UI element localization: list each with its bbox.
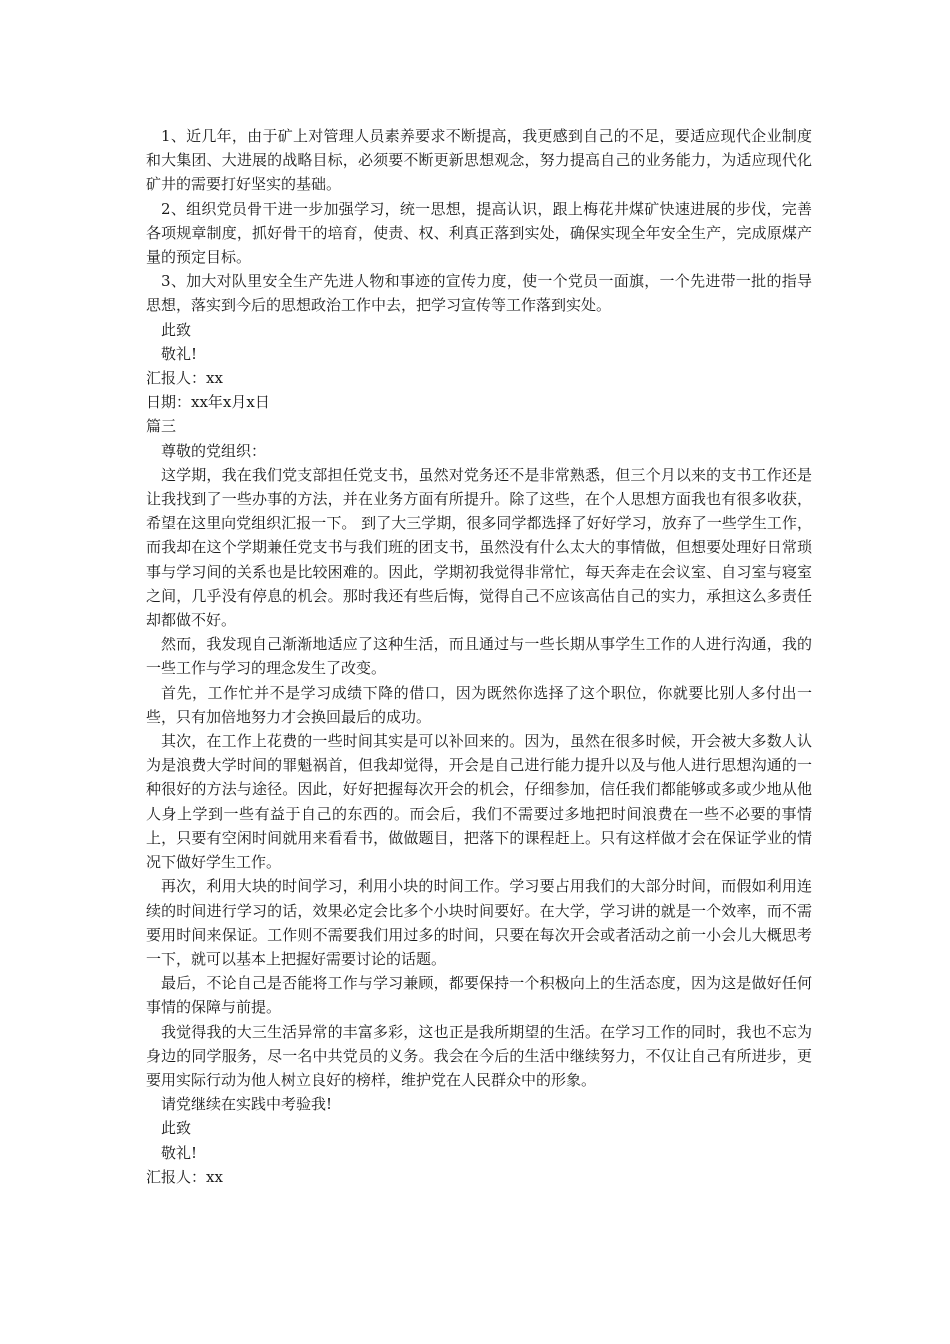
report-date: 日期：xx年x月x日 xyxy=(146,393,270,412)
closing-phrase-2: 此致 xyxy=(161,1119,192,1138)
closing-phrase: 此致 xyxy=(161,320,192,339)
paragraph-7: 其次，在工作上花费的一些时间其实是可以补回来的。因为，虽然在很多时候，开会被大多数人认为是浪费大学时间的罪魁祸首，但我却觉得，开会是自己进行能力提升以及与他人进行思想沟通的一种很好的方法与途径。因此，好好把握每次开会的机会，仔细参加，信任我们都能够或多或少地从他人身上学到一些有益于自己的东西的。而会后，我们不需要过多地把时间浪费在一些不必要的事情上，只要有空闲时间就用来看看书，做做题目，把落下的课程赶上。只有这样做才会在保证学业的情况下做好学生工作。 xyxy=(146,732,812,872)
paragraph-1: 1、近几年，由于矿上对管理人员素养要求不断提高，我更感到自己的不足，要适应现代企业制度和大集团、大进展的战略目标，必须要不断更新思想观念，努力提高自己的业务能力，为适应现代化矿井的需要打好坚实的基础。 xyxy=(146,127,812,194)
salutation-2: 敬礼! xyxy=(161,1143,198,1162)
salutation: 敬礼! xyxy=(161,344,198,363)
paragraph-6: 首先，工作忙并不是学习成绩下降的借口，因为既然你选择了这个职位，你就要比别人多付出一些，只有加倍地努力才会换回最后的成功。 xyxy=(146,683,812,726)
closing-request: 请党继续在实践中考验我! xyxy=(161,1095,333,1114)
paragraph-3: 3、加大对队里安全生产先进人物和事迹的宣传力度，使一个党员一面旗，一个先进带一批的指导思想，落实到今后的思想政治工作中去，把学习宣传等工作落到实处。 xyxy=(146,272,812,315)
reporter-signature-2: 汇报人：xx xyxy=(146,1167,223,1186)
paragraph-10: 我觉得我的大三生活异常的丰富多彩，这也正是我所期望的生活。在学习工作的同时，我也不忘为身边的同学服务，尽一名中共党员的义务。我会在今后的生活中继续努力，不仅让自己有所进步，更要用实际行动为他人树立良好的榜样，维护党在人民群众中的形象。 xyxy=(146,1022,812,1089)
paragraph-2: 2、组织党员骨干进一步加强学习，统一思想，提高认识，跟上梅花井煤矿快速进展的步伐，完善各项规章制度，抓好骨干的培育，使责、权、利真正落到实处，确保实现全年安全生产，完成原煤产量的预定目标。 xyxy=(146,199,812,267)
paragraph-8: 再次，利用大块的时间学习，利用小块的时间工作。学习要占用我们的大部分时间，而假如利用连续的时间进行学习的话，效果必定会比多个小块时间要好。在大学，学习讲的就是一个效率，而不需要用时间来保证。工作则不需要我们用过多的时间，只要在每次开会或者活动之前一小会儿大概思考一下，就可以基本上把握好需要讨论的话题。 xyxy=(146,877,812,968)
document-body xyxy=(146,124,812,1189)
paragraph-5: 然而，我发现自己渐渐地适应了这种生活，而且通过与一些长期从事学生工作的人进行沟通，我的一些工作与学习的理念发生了改变。 xyxy=(146,635,812,678)
reporter-signature: 汇报人：xx xyxy=(146,369,223,388)
paragraph-9: 最后，不论自己是否能将工作与学习兼顾，都要保持一个积极向上的生活态度，因为这是做好任何事情的保障与前提。 xyxy=(146,974,812,1017)
paragraph-4: 这学期，我在我们党支部担任党支书，虽然对党务还不是非常熟悉，但三个月以来的支书工作还是让我找到了一些办事的方法，并在业务方面有所提升。除了这些，在个人思想方面我也有很多收获，希望在这里向党组织汇报一下。 到了大三学期，很多同学都选择了好好学习，放弃了一些学生工作，而我却在这个学期兼任党支书与我们班的团支书，虽然没有什么太大的事情做，但想要处理好日常琐事与学习间的关系也是比较困难的。因此，学期初我觉得非常忙，每天奔走在会议室、自习室与寝室之间，几乎没有停息的机会。那时我还有些后悔，觉得自己不应该高估自己的实力，承担这么多责任却都做不好。 xyxy=(146,465,812,630)
section-title: 篇三 xyxy=(146,417,177,436)
greeting: 尊敬的党组织： xyxy=(161,441,267,460)
